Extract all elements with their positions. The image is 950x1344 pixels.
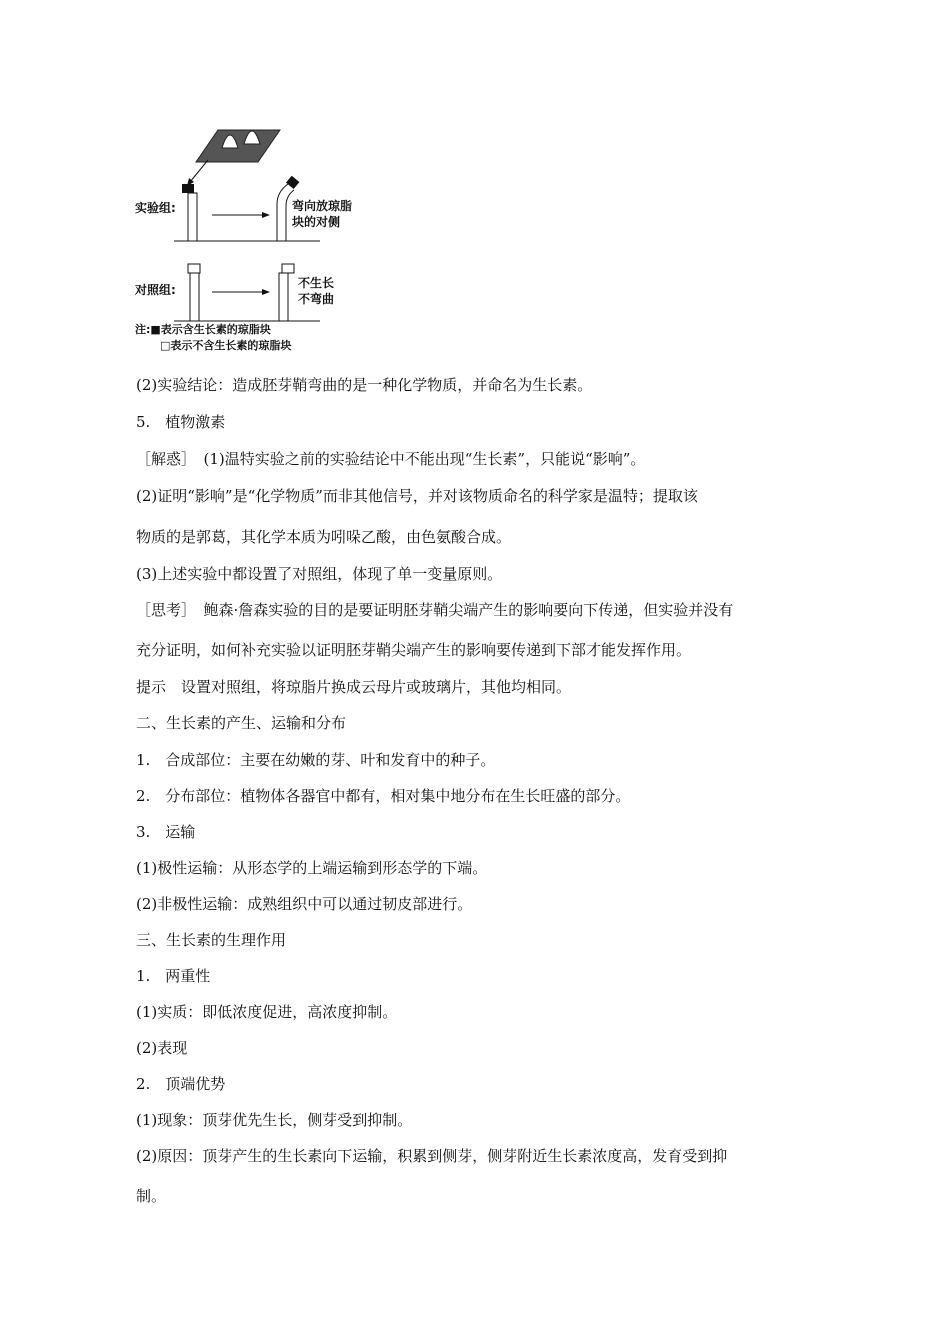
- paragraph-line: 充分证明，如何补充实验以证明胚芽鞘尖端产生的影响要传递到下部才能发挥作用。: [136, 641, 692, 659]
- paragraph-line: (2)原因：顶芽产生的生长素向下运输，积累到侧芽，侧芽附近生长素浓度高，发育受到抑: [136, 1147, 728, 1165]
- agar-plate: [196, 130, 280, 162]
- paragraph-line: 制。: [136, 1187, 167, 1205]
- stem-control-right: [279, 273, 288, 321]
- paragraph-line: (1)实质：即低浓度促进，高浓度抑制。: [136, 1003, 398, 1021]
- note-line1: 注:■表示含生长素的琼脂块: [135, 323, 271, 336]
- paragraph-line: (1)现象：顶芽优先生长，侧芽受到抑制。: [136, 1111, 413, 1129]
- section-heading: 二、生长素的产生、运输和分布: [136, 714, 347, 732]
- experimental-result-line2: 块的对侧: [292, 215, 341, 229]
- transfer-arrow: [190, 160, 208, 182]
- control-label: 对照组:: [135, 283, 176, 297]
- paragraph-line: (2)证明“影响”是“化学物质”而非其他信号，并对该物质命名的科学家是温特；提取该: [136, 487, 698, 505]
- agar-block-control-right: [282, 264, 294, 273]
- agar-block-with-auxin: [182, 184, 194, 193]
- experimental-label: 实验组:: [135, 201, 176, 215]
- stem-experimental-left: [188, 193, 197, 241]
- section-heading: 2. 顶端优势: [136, 1075, 226, 1093]
- paragraph-line: (3)上述实验中都设置了对照组，体现了单一变量原则。: [136, 565, 503, 583]
- paragraph-line: ［解惑］ (1)温特实验之前的实验结论中不能出现“生长素”，只能说“影响”。: [136, 450, 646, 468]
- diagram-svg: [130, 120, 370, 360]
- paragraph-line: 提示 设置对照组，将琼脂片换成云母片或玻璃片，其他均相同。: [136, 678, 572, 696]
- paragraph-line: (1)极性运输：从形态学的上端运输到形态学的下端。: [136, 859, 488, 877]
- stem-control-left: [190, 273, 199, 321]
- arrowhead-control: [262, 289, 270, 295]
- paragraph-line: 1. 合成部位：主要在幼嫩的芽、叶和发育中的种子。: [136, 751, 496, 769]
- section-heading: 三、生长素的生理作用: [136, 931, 287, 949]
- agar-block-without-auxin: [188, 264, 200, 273]
- paragraph-line: (2)表现: [136, 1039, 188, 1057]
- section-heading: 5. 植物激素: [136, 413, 226, 431]
- experiment-diagram: [130, 120, 370, 360]
- experimental-result-line1: 弯向放琼脂: [292, 199, 353, 213]
- agar-block-bent: [286, 176, 299, 189]
- paragraph-line: (2)实验结论：造成胚芽鞘弯曲的是一种化学物质，并命名为生长素。: [136, 376, 593, 394]
- section-heading: 1. 两重性: [136, 967, 211, 985]
- section-heading: 3. 运输: [136, 823, 196, 841]
- paragraph-line: (2)非极性运输：成熟组织中可以通过韧皮部进行。: [136, 895, 473, 913]
- arrowhead-experimental: [262, 212, 270, 218]
- paragraph-line: 物质的是郭葛，其化学本质为吲哚乙酸，由色氨酸合成。: [136, 528, 512, 546]
- note-line2: □表示不含生长素的琼脂块: [160, 339, 292, 352]
- control-result-line1: 不生长: [298, 276, 335, 290]
- control-result-line2: 不弯曲: [298, 292, 335, 306]
- paragraph-line: ［思考］ 鲍森·詹森实验的目的是要证明胚芽鞘尖端产生的影响要向下传递，但实验并没有: [136, 601, 734, 619]
- paragraph-line: 2. 分布部位：植物体各器官中都有，相对集中地分布在生长旺盛的部分。: [136, 787, 631, 805]
